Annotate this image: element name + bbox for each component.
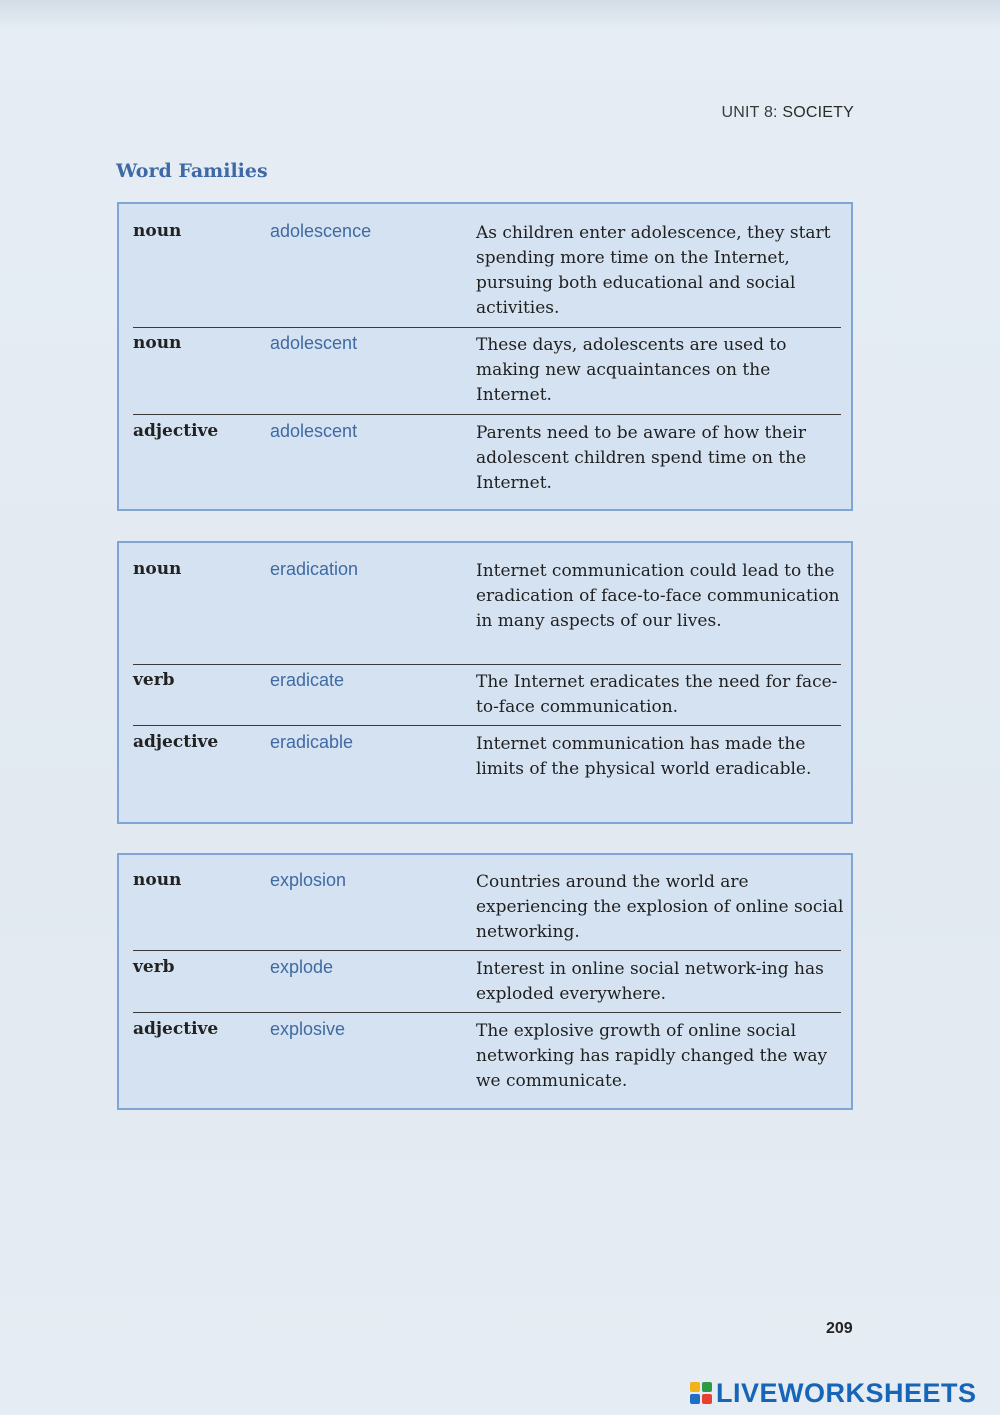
- row-divider: [133, 950, 841, 951]
- example-sentence: Internet communication could lead to the eradication of face-to-face communication in many aspects of our lives.: [476, 561, 840, 631]
- logo-square-blue: [690, 1394, 700, 1404]
- part-of-speech: noun: [133, 870, 182, 890]
- part-of-speech: adjective: [133, 732, 219, 752]
- logo-square-red: [702, 1394, 712, 1404]
- word-family-box-explosion: [117, 853, 853, 1110]
- example-sentence: Countries around the world are experiencing the explosion of online social networking.: [476, 872, 844, 942]
- row-divider: [133, 725, 841, 726]
- logo-square-green: [702, 1382, 712, 1392]
- word-form: adolescent: [270, 421, 358, 441]
- row-divider: [133, 664, 841, 665]
- row-divider: [133, 1012, 841, 1013]
- example-sentence: Internet communication has made the limits of the physical world eradicable.: [476, 734, 812, 779]
- brand-name: LIVEWORKSHEETS: [716, 1377, 977, 1408]
- word-form: explosion: [270, 870, 347, 890]
- unit-header: [721, 104, 854, 122]
- word-form: explosive: [270, 1019, 346, 1039]
- part-of-speech: adjective: [133, 421, 219, 441]
- example-sentence: The explosive growth of online social networking has rapidly changed the way we communicate.: [476, 1021, 828, 1091]
- logo-square-yellow: [690, 1382, 700, 1392]
- liveworksheets-logo-icon: [690, 1382, 712, 1404]
- part-of-speech: noun: [133, 333, 182, 353]
- example-sentence: The Internet eradicates the need for face-to-face communication.: [476, 672, 838, 717]
- unit-label: UNIT 8:: [721, 104, 778, 121]
- section-title: Word Families: [116, 160, 268, 182]
- example-sentence: Interest in online social network-ing has exploded everywhere.: [476, 959, 824, 1004]
- word-form: explode: [270, 957, 334, 977]
- word-family-box-eradication: [117, 541, 853, 824]
- example-sentence: As children enter adolescence, they start spending more time on the Internet, pursuing both educational and social activities.: [476, 223, 831, 318]
- part-of-speech: noun: [133, 559, 182, 579]
- example-sentence: These days, adolescents are used to making new acquaintances on the Internet.: [476, 335, 787, 405]
- part-of-speech: adjective: [133, 1019, 219, 1039]
- part-of-speech: verb: [133, 957, 175, 977]
- part-of-speech: verb: [133, 670, 175, 690]
- word-form: eradicable: [270, 732, 354, 752]
- word-form: eradicate: [270, 670, 345, 690]
- word-form: adolescence: [270, 221, 372, 241]
- word-family-box-adolescence: [117, 202, 853, 511]
- page-number: 209: [826, 1320, 853, 1337]
- unit-topic: SOCIETY: [782, 104, 854, 121]
- word-form: adolescent: [270, 333, 358, 353]
- example-sentence: Parents need to be aware of how their adolescent children spend time on the Internet.: [476, 423, 807, 493]
- word-form: eradication: [270, 559, 359, 579]
- page-top-shadow: [0, 0, 1000, 30]
- part-of-speech: noun: [133, 221, 182, 241]
- liveworksheets-brand[interactable]: [690, 1373, 977, 1413]
- row-divider: [133, 414, 841, 415]
- row-divider: [133, 327, 841, 328]
